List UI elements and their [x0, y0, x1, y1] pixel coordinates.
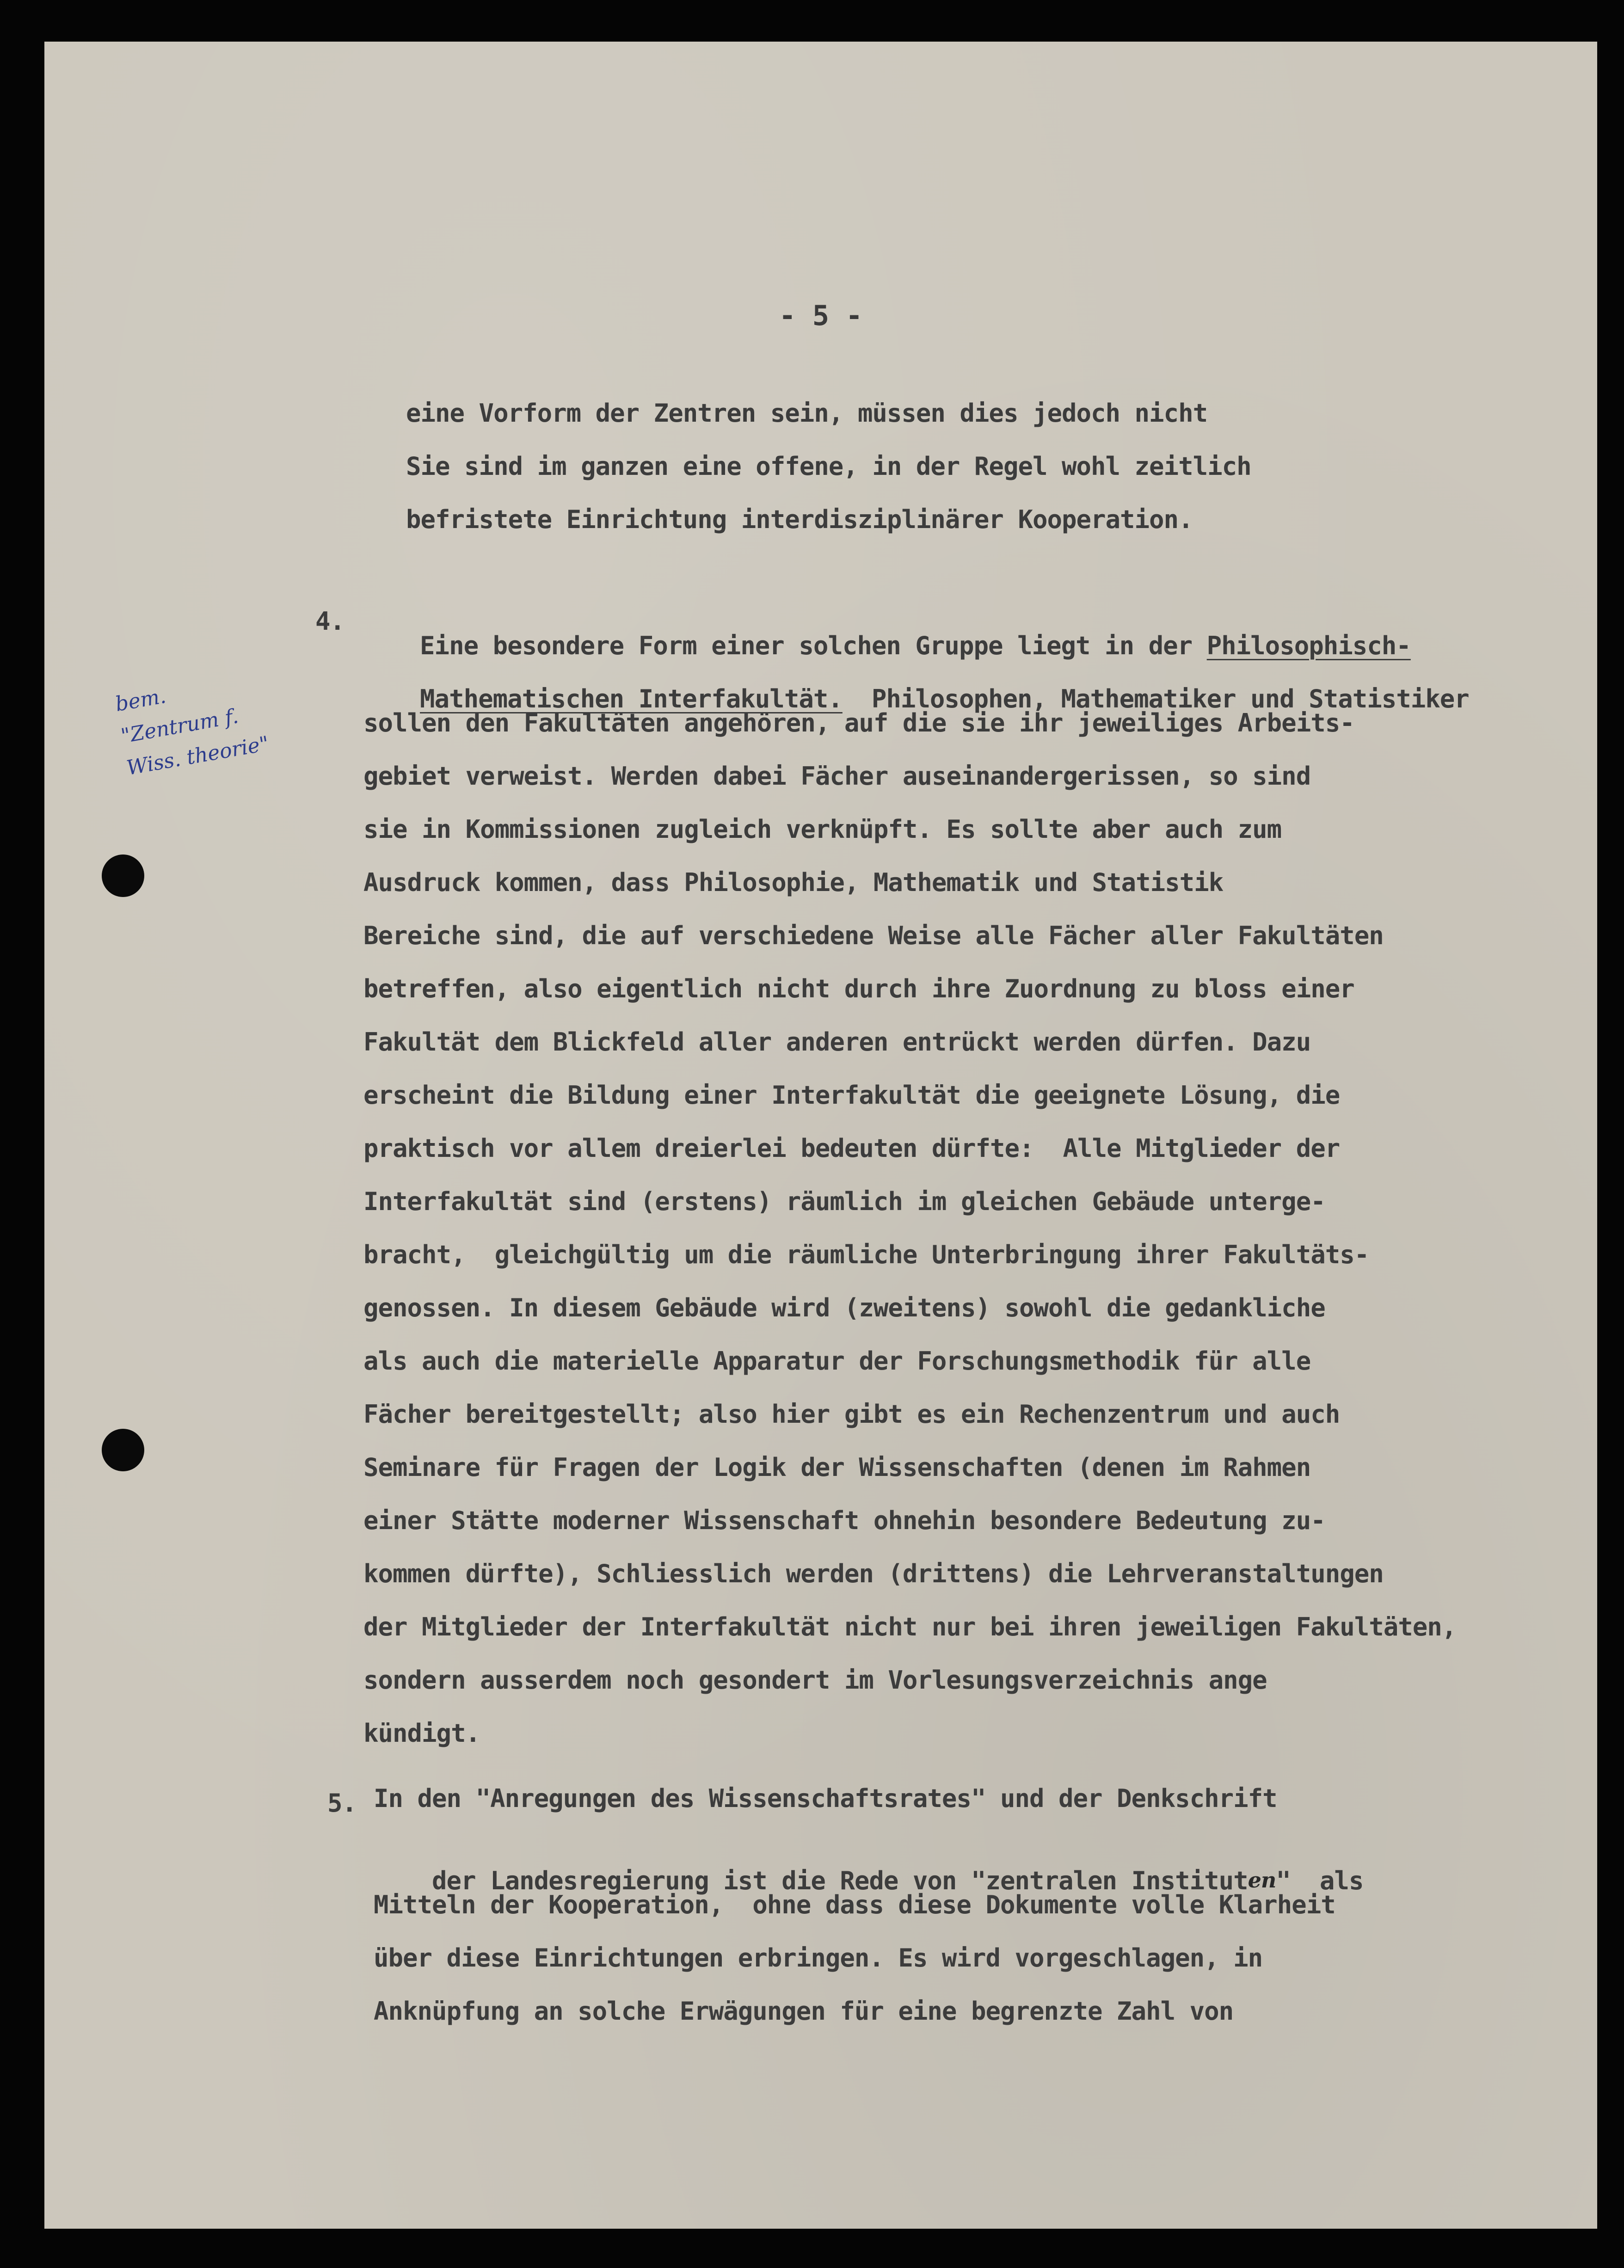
page-number: - 5 - — [779, 300, 863, 332]
item-4-line: gebiet verweist. Werden dabei Fächer auseinandergerissen, so sind — [363, 762, 1311, 791]
item-5-number: 5. — [327, 1789, 357, 1818]
item-4-line: Fächer bereitgestellt; also hier gibt es ein Rechenzentrum und auch — [363, 1400, 1340, 1429]
item-5-line-2-end: " als — [1276, 1866, 1364, 1895]
item-4-line: Interfakultät sind (erstens) räumlich im gleichen Gebäude unterge- — [363, 1187, 1325, 1216]
item-4-line: der Mitglieder der Interfakultät nicht nur bei ihren jeweiligen Fakultäten, — [363, 1612, 1457, 1641]
item-4-line: Fakultät dem Blickfeld aller anderen entrückt werden dürfen. Dazu — [363, 1027, 1311, 1057]
underlined-term-part-1: Philosophisch- — [1206, 631, 1411, 660]
intro-line-3: befristete Einrichtung interdisziplinärer Kooperation. — [406, 505, 1193, 534]
item-4-line: als auch die materielle Apparatur der Forschungsmethodik für alle — [363, 1346, 1311, 1376]
item-4-line: Bereiche sind, die auf verschiedene Weise alle Fächer aller Fakultäten — [363, 921, 1384, 950]
intro-line-1: eine Vorform der Zentren sein, müssen dies jedoch nicht — [406, 399, 1208, 428]
punch-hole-lower — [102, 1429, 144, 1471]
item-5-line: über diese Einrichtungen erbringen. Es wird vorgeschlagen, in — [374, 1943, 1263, 1973]
item-4-line: einer Stätte moderner Wissenschaft ohnehin besondere Bedeutung zu- — [363, 1506, 1325, 1535]
item-4-line: Seminare für Fragen der Logik der Wissenschaften (denen im Rahmen — [363, 1453, 1311, 1482]
item-4-line-1-text: Eine besondere Form einer solchen Gruppe liegt in der — [420, 631, 1207, 660]
item-5-line: Mitteln der Kooperation, ohne dass diese Dokumente volle Klarheit — [374, 1890, 1335, 1919]
item-4-number: 4. — [315, 607, 345, 636]
item-4-line-2-text: Philosophen, Mathematiker und Statistiker — [842, 684, 1469, 713]
item-4-line: betreffen, also eigentlich nicht durch ihre Zuordnung zu bloss einer — [363, 974, 1354, 1003]
item-4-line: sollen den Fakultäten angehören, auf die sie ihr jeweiliges Arbeits- — [363, 708, 1354, 738]
item-4-line: kündigt. — [363, 1719, 480, 1748]
underlined-term-part-2: Mathematischen Interfakultät. — [420, 684, 843, 713]
item-5-line-2-text: der Landesregierung ist die Rede von "zentralen Institut — [432, 1866, 1248, 1895]
item-4-line: sondern ausserdem noch gesondert im Vorlesungsverzeichnis ange — [363, 1666, 1267, 1695]
typewritten-page — [44, 42, 1597, 2229]
item-4-line: Ausdruck kommen, dass Philosophie, Mathematik und Statistik — [363, 868, 1224, 897]
item-5-line: Anknüpfung an solche Erwägungen für eine begrenzte Zahl von — [374, 1997, 1234, 2026]
item-4-line: genossen. In diesem Gebäude wird (zweitens) sowohl die gedankliche — [363, 1293, 1325, 1322]
item-4-line: bracht, gleichgültig um die räumliche Unterbringung ihrer Fakultäts- — [363, 1240, 1369, 1269]
item-4-line: kommen dürfte), Schliesslich werden (drittens) die Lehrveranstaltungen — [363, 1559, 1384, 1588]
item-4-line: praktisch vor allem dreierlei bedeuten dürfte: Alle Mitglieder der — [363, 1134, 1340, 1163]
item-4-line: erscheint die Bildung einer Interfakultät die geeignete Lösung, die — [363, 1081, 1340, 1110]
item-4-line: sie in Kommissionen zugleich verknüpft. Es sollte aber auch zum — [363, 815, 1282, 844]
handwritten-insertion: en — [1248, 1868, 1276, 1893]
intro-line-2: Sie sind im ganzen eine offene, in der Regel wohl zeitlich — [406, 452, 1251, 481]
handwritten-margin-note: bem. "Zentrum f. Wiss. theorie" — [113, 684, 271, 780]
punch-hole-upper — [102, 854, 144, 897]
item-5-line-1: In den "Anregungen des Wissenschaftsrates" und der Denkschrift — [374, 1784, 1277, 1813]
